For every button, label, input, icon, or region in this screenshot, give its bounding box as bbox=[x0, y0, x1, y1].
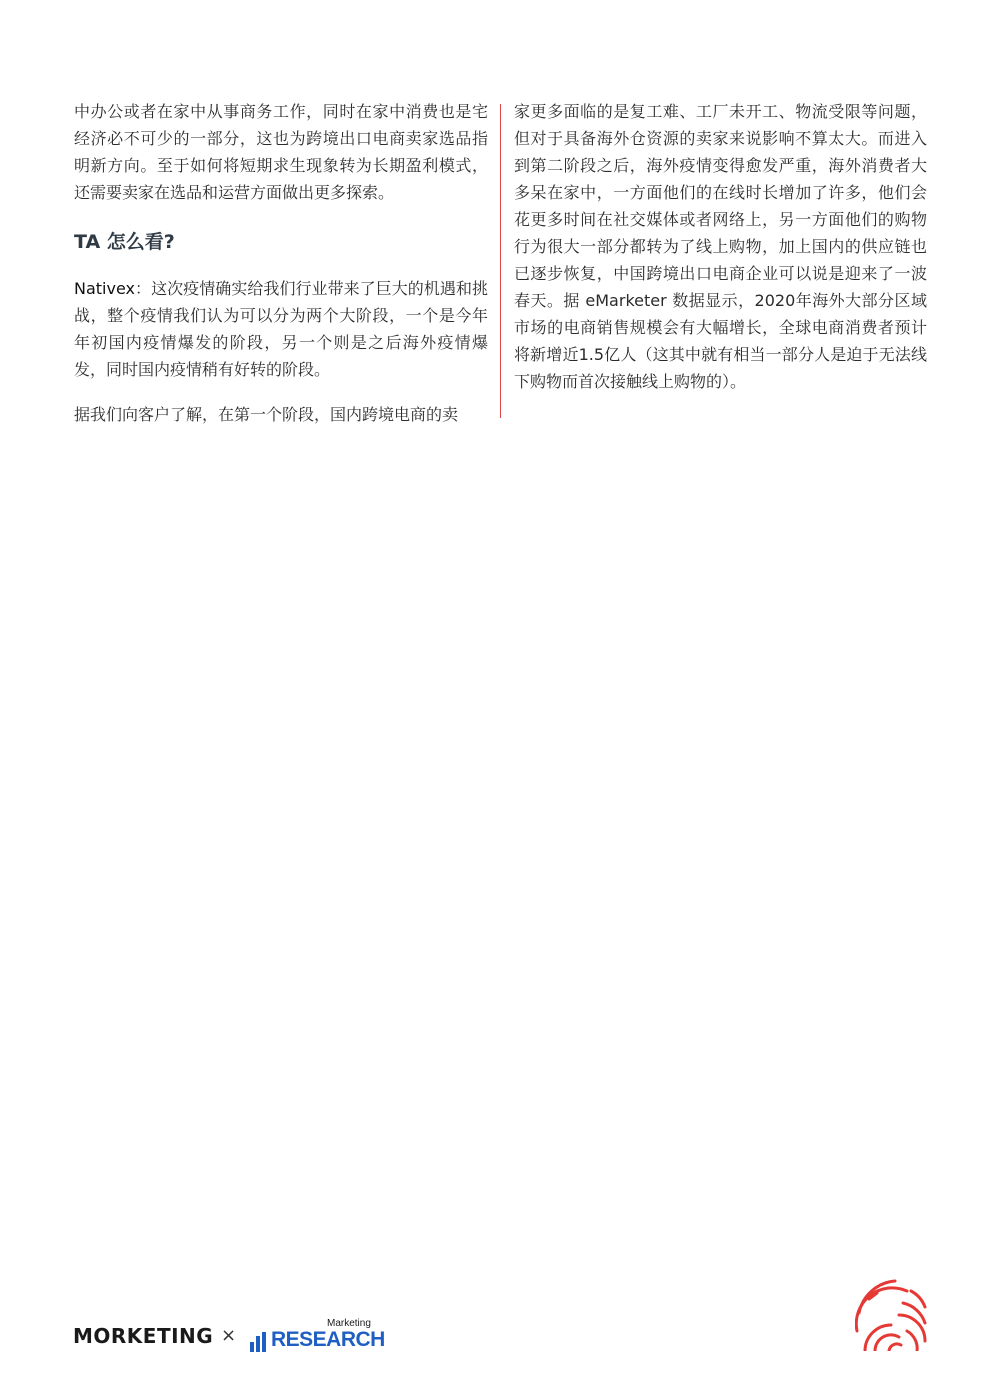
research-logo-main: RESEARCH bbox=[271, 1328, 385, 1351]
brand-name: Nativex bbox=[74, 279, 135, 298]
fingerprint-decoration-icon bbox=[855, 1279, 927, 1351]
left-column bbox=[74, 98, 488, 428]
paragraph: 家更多面临的是复工难、工厂未开工、物流受限等问题，但对于具备海外仓资源的卖家来说影响不算太大。而进入到第二阶段之后，海外疫情变得愈发严重，海外消费者大多呆在家中，一方面他们的在线时长增加了许多，他们会花更多时间在社交媒体或者网络上，另一方面他们的购物行为很大一部分都转为了线上购物，加上国内的供应链也已逐步恢复，中国跨境出口电商企业可以说是迎来了一波春天。据 eMarketer 数据显示，2020年海外大部分区域市场的电商销售规模会有大幅增长，全球电商消费者预计将新增近1.5亿人（这其中就有相当一部分人是迫于无法线下购物而首次接触线上购物的）。 bbox=[514, 102, 927, 391]
paragraph: 据我们向客户了解，在第一个阶段，国内跨境电商的卖 bbox=[74, 405, 459, 424]
paragraph-text: ：这次疫情确实给我们行业带来了巨大的机遇和挑战，整个疫情我们认为可以分为两个大阶段，一个是今年年初国内疫情爆发的阶段，另一个则是之后海外疫情爆发，同时国内疫情稍有好转的阶段。 bbox=[74, 279, 488, 379]
paragraph: 中办公或者在家中从事商务工作，同时在家中消费也是宅经济必不可少的一部分，这也为跨境出口电商卖家选品指明新方向。至于如何将短期求生现象转为长期盈利模式，还需要卖家在选品和运营方面做出更多探索。 bbox=[74, 102, 488, 202]
section-heading: TA 怎么看? bbox=[74, 231, 175, 253]
paragraph bbox=[74, 275, 488, 383]
research-logo-top: Marketing bbox=[327, 1318, 371, 1329]
morketing-logo: MORKETING bbox=[73, 1324, 214, 1348]
column-divider bbox=[500, 104, 501, 418]
marketing-research-logo bbox=[250, 1318, 385, 1356]
times-symbol: × bbox=[221, 1325, 237, 1346]
right-column bbox=[514, 98, 927, 395]
bar-chart-icon bbox=[250, 1330, 272, 1352]
